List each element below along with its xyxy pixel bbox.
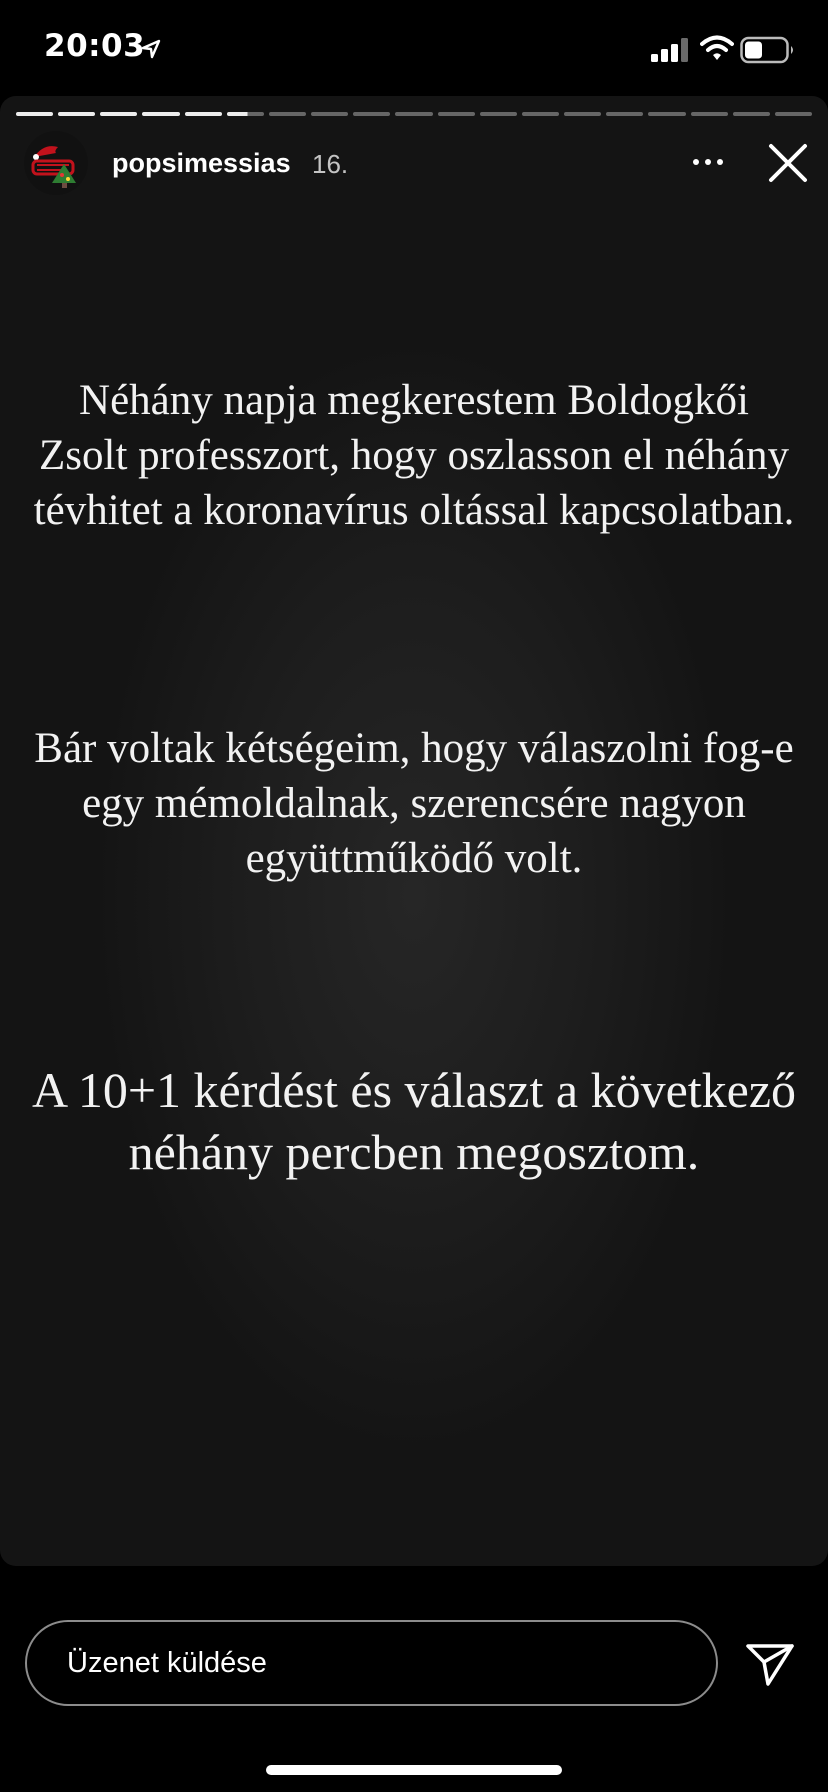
- send-paper-plane-icon[interactable]: [744, 1640, 796, 1688]
- progress-segment: [395, 112, 432, 116]
- progress-segment: [16, 112, 53, 116]
- story-time-ago: 16.: [312, 149, 349, 179]
- close-icon[interactable]: [766, 141, 810, 185]
- message-input[interactable]: [25, 1620, 718, 1706]
- progress-segment: [691, 112, 728, 116]
- progress-segment: [480, 112, 517, 116]
- progress-segment: [311, 112, 348, 116]
- progress-segment: [606, 112, 643, 116]
- progress-segment: [564, 112, 601, 116]
- avatar-logo-icon: [24, 131, 88, 195]
- story-paragraph-2: Bár voltak kétségeim, hogy válaszolni fog-e egy mémoldalnak, szerencsére nagyon együttműködő volt.: [34, 725, 794, 882]
- progress-segment: [100, 112, 137, 116]
- progress-segment: [733, 112, 770, 116]
- location-arrow-icon: [140, 38, 162, 60]
- story-username[interactable]: popsimessias: [112, 148, 291, 178]
- progress-segment: [438, 112, 475, 116]
- story-paragraph-3: A 10+1 kérdést és választ a következő néhány percben megosztom.: [31, 1062, 797, 1180]
- story-paragraph-1: Néhány napja megkerestem Boldogkői Zsolt professzort, hogy oszlasson el néhány tévhitet a koronavírus oltással kapcsolatban.: [33, 377, 795, 534]
- progress-segment: [648, 112, 685, 116]
- status-time: 20:03: [44, 28, 146, 64]
- status-bar: [0, 0, 828, 96]
- more-options-icon[interactable]: [690, 148, 726, 176]
- cellular-signal-icon: [651, 38, 691, 62]
- progress-segment: [227, 112, 264, 116]
- wifi-icon: [700, 34, 734, 62]
- progress-segment: [353, 112, 390, 116]
- story-card[interactable]: [0, 96, 828, 1566]
- progress-segment: [775, 112, 812, 116]
- progress-segment: [142, 112, 179, 116]
- progress-segment: [185, 112, 222, 116]
- avatar[interactable]: [24, 131, 88, 195]
- story-progress-bar: [16, 112, 812, 116]
- progress-segment: [522, 112, 559, 116]
- progress-segment: [269, 112, 306, 116]
- message-placeholder: Üzenet küldése: [67, 1646, 267, 1679]
- home-indicator[interactable]: [266, 1765, 562, 1775]
- battery-icon: [740, 36, 796, 64]
- progress-segment: [58, 112, 95, 116]
